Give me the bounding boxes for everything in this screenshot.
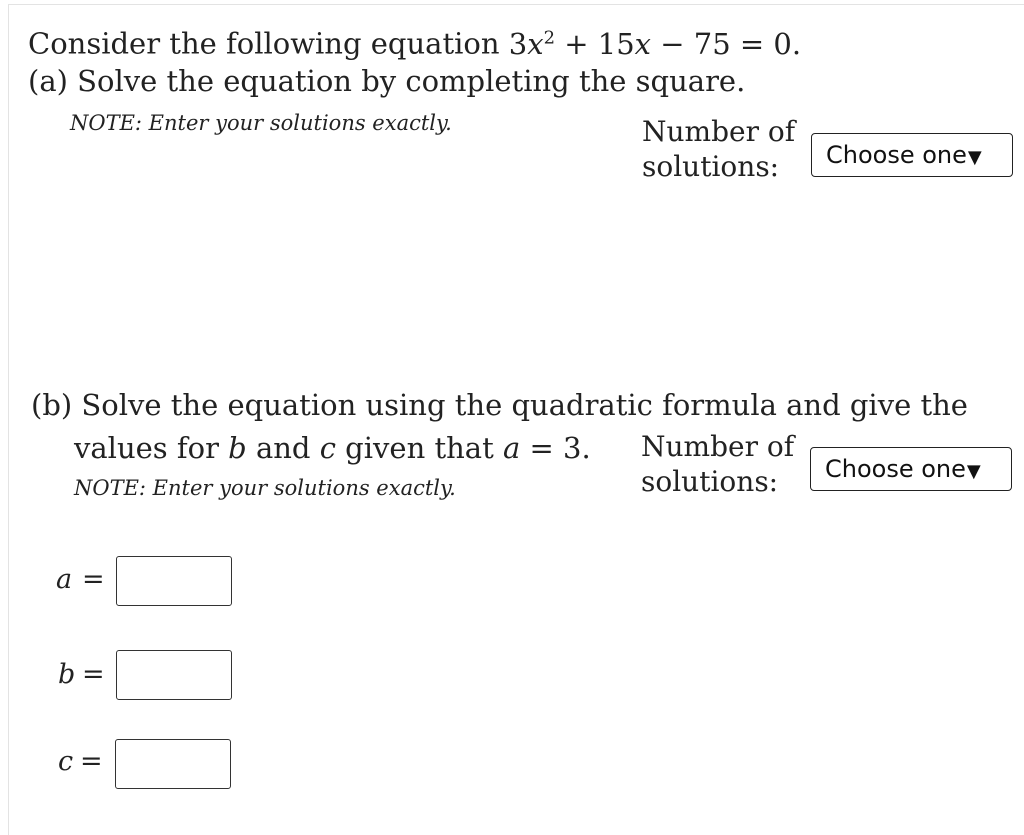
part-b-label-line2: [74, 430, 591, 466]
b-input[interactable]: [116, 650, 232, 700]
part-b-text-pre: values for: [74, 431, 229, 465]
c-variable-label: c: [58, 746, 74, 777]
part-a-select-value: Choose one: [826, 141, 967, 169]
question-intro: [28, 20, 801, 62]
b-equals-sign: =: [82, 659, 105, 690]
dropdown-arrow-icon: ▼: [966, 460, 981, 482]
b-variable-label: b: [58, 659, 76, 690]
eq-coef: 3: [508, 26, 528, 61]
eq-rest: + 15: [555, 26, 635, 61]
part-b-text-mid: and: [246, 431, 320, 465]
part-b-label-line1: (b) Solve the equation using the quadratic formula and give the: [31, 388, 968, 422]
part-b-select-value: Choose one: [825, 455, 966, 483]
part-b-text-end: = 3.: [520, 431, 591, 465]
equation: [509, 27, 801, 61]
eq-tail: − 75 = 0.: [651, 26, 802, 61]
a-input[interactable]: [116, 556, 232, 606]
part-a-num-solutions-label-1: Number of: [642, 115, 796, 148]
part-b-note: NOTE: Enter your solutions exactly.: [74, 476, 456, 500]
part-b-num-solutions-select[interactable]: [810, 447, 1012, 491]
a-variable-label: a: [56, 564, 73, 595]
part-a-num-solutions-label-2: solutions:: [642, 150, 780, 183]
part-a-num-solutions-select[interactable]: [811, 133, 1013, 177]
part-b-num-solutions-label-1: Number of: [641, 430, 795, 463]
eq-exp: 2: [543, 27, 556, 48]
c-equals-sign: =: [80, 746, 103, 777]
part-a-note: NOTE: Enter your solutions exactly.: [70, 111, 452, 135]
intro-text: Consider the following equation: [28, 26, 500, 61]
part-b-a-var: a: [502, 431, 521, 465]
eq-var2: x: [634, 26, 652, 61]
part-a-label: (a) Solve the equation by completing the square.: [28, 64, 746, 98]
dropdown-arrow-icon: ▼: [967, 146, 982, 168]
c-input[interactable]: [115, 739, 231, 789]
eq-var: x: [527, 26, 544, 61]
part-b-b-var: b: [228, 431, 247, 465]
part-b-num-solutions-label-2: solutions:: [641, 465, 779, 498]
part-b-text-post: given that: [335, 431, 503, 465]
part-b-c-var: c: [319, 431, 336, 465]
a-equals-sign: =: [82, 564, 105, 595]
